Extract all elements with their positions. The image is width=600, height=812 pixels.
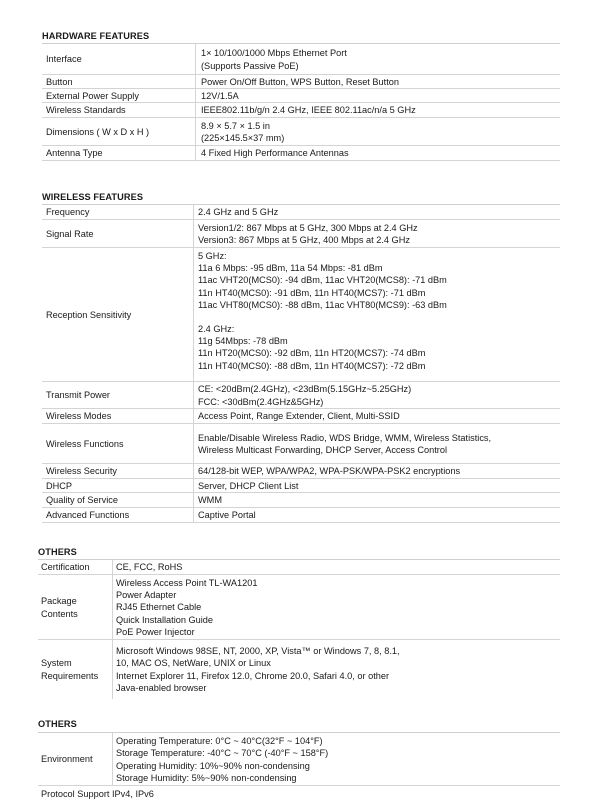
spec-label: Transmit Power xyxy=(46,390,110,401)
spec-value: 1× 10/100/1000 Mbps Ethernet Port (Supports Passive PoE) xyxy=(201,48,347,71)
spec-label: Quality of Service xyxy=(46,495,118,506)
spec-label: External Power Supply xyxy=(46,90,139,101)
spec-row-reception-sensitivity xyxy=(42,248,560,382)
spec-label: Dimensions ( W x D x H ) xyxy=(46,126,150,137)
spec-row-quality-of-service xyxy=(42,493,560,508)
protocol-support-text: Protocol Support IPv4, IPv6 xyxy=(41,789,154,799)
spec-row-system-requirements xyxy=(38,640,560,699)
spec-row-advanced-functions xyxy=(42,508,560,523)
spec-label: Wireless Security xyxy=(46,466,117,477)
spec-row-wireless-modes xyxy=(42,409,560,424)
others-section xyxy=(38,546,560,700)
spec-value: Microsoft Windows 98SE, NT, 2000, XP, Vista™ or Windows 7, 8, 8.1, 10, MAC OS, NetWare, UNIX or Linux Internet Explorer 11, Firefox 12.0, Chrome 20.0, Safari 4.0, or other Java-enabled browser xyxy=(116,646,400,693)
spec-value: Enable/Disable Wireless Radio, WDS Bridge, WMM, Wireless Statistics, Wireless Multicast Forwarding, DHCP Server, Access Control xyxy=(198,432,492,455)
spec-row-wireless-security xyxy=(42,464,560,479)
wireless-features-section xyxy=(42,191,560,526)
spec-row-button xyxy=(42,75,560,89)
spec-label: Antenna Type xyxy=(46,148,103,159)
spec-row-protocol-support xyxy=(38,786,560,802)
spec-row-antenna-type xyxy=(42,146,560,161)
spec-label: Advanced Functions xyxy=(46,510,130,521)
spec-row-wireless-functions xyxy=(42,424,560,464)
spec-label: DHCP xyxy=(46,480,73,491)
spec-row-external-power-supply xyxy=(42,89,560,103)
spec-label: Wireless Modes xyxy=(46,411,112,422)
spec-label: Button xyxy=(46,76,73,87)
spec-value: IEEE802.11b/g/n 2.4 GHz, IEEE 802.11ac/n/a 5 GHz xyxy=(201,105,416,116)
spec-label: Certification xyxy=(41,562,90,573)
wireless-features-title: WIRELESS FEATURES xyxy=(42,192,144,202)
others-title-2: OTHERS xyxy=(38,719,77,729)
spec-label: Signal Rate xyxy=(46,228,94,239)
spec-value: 12V/1.5A xyxy=(201,90,239,101)
spec-value: 4 Fixed High Performance Antennas xyxy=(201,148,349,159)
spec-label: Wireless Standards xyxy=(46,105,126,116)
spec-value: Access Point, Range Extender, Client, Multi-SSID xyxy=(198,411,400,422)
spec-value: Server, DHCP Client List xyxy=(198,480,299,491)
spec-row-dimensions xyxy=(42,118,560,146)
spec-row-interface xyxy=(42,44,560,75)
spec-row-dhcp xyxy=(42,479,560,493)
hardware-features-section xyxy=(42,30,560,170)
spec-value: 8.9 × 5.7 × 1.5 in (225×145.5×37 mm) xyxy=(201,120,285,143)
spec-row-wireless-standards xyxy=(42,103,560,118)
others-title: OTHERS xyxy=(38,547,77,557)
spec-label: Reception Sensitivity xyxy=(46,309,132,320)
spec-row-frequency xyxy=(42,205,560,220)
spec-row-package-contents xyxy=(38,575,560,640)
spec-row-environment xyxy=(38,733,560,786)
spec-label: Environment xyxy=(41,754,93,765)
spec-value: WMM xyxy=(198,495,222,506)
spec-label: System Requirements xyxy=(41,658,99,681)
spec-value: 5 GHz: 11a 6 Mbps: -95 dBm, 11a 54 Mbps: -81 dBm 11ac VHT20(MCS0): -94 dBm, 11ac VHT20(MCS8): -71 dBm 11n HT40(MCS0): -91 dBm, 11n HT40(MCS7): -71 dBm 11ac VHT80(MCS0): -88 dBm, 11ac VHT80(MCS9): -63 dBm 2.4 GHz: 11g 54Mbps: -78 dBm 11n HT20(MCS0): -92 dBm, 11n HT20(MCS7): -74 dBm 11n HT40(MCS0): -88 dBm, 11n HT40(MCS7): -72 dBm xyxy=(198,251,447,371)
spec-label: Wireless Functions xyxy=(46,438,124,449)
spec-row-transmit-power xyxy=(42,382,560,409)
hardware-features-title: HARDWARE FEATURES xyxy=(42,31,150,41)
spec-row-certification xyxy=(38,560,560,575)
spec-value: Wireless Access Point TL-WA1201 Power Adapter RJ45 Ethernet Cable Quick Installation Guide PoE Power Injector xyxy=(116,577,258,637)
others-section-2 xyxy=(38,718,560,804)
spec-value: Operating Temperature: 0°C ~ 40°C(32°F ~ 104°F) Storage Temperature: -40°C ~ 70°C (-40°F ~ 158°F) Operating Humidity: 10%~90% non-condensing Storage Humidity: 5%~90% non-condensing xyxy=(116,736,329,783)
spec-label: Frequency xyxy=(46,207,90,218)
spec-label: Package Contents xyxy=(41,596,78,619)
spec-value: CE, FCC, RoHS xyxy=(116,562,183,573)
spec-value: 2.4 GHz and 5 GHz xyxy=(198,207,279,218)
spec-row-signal-rate xyxy=(42,220,560,248)
spec-value: Version1/2: 867 Mbps at 5 GHz, 300 Mbps at 2.4 GHz Version3: 867 Mbps at 5 GHz, 400 Mbps at 2.4 GHz xyxy=(198,222,418,245)
spec-label: Interface xyxy=(46,54,82,65)
spec-value: CE: <20dBm(2.4GHz), <23dBm(5.15GHz~5.25GHz) FCC: <30dBm(2.4GHz&5GHz) xyxy=(198,384,412,407)
spec-value: Captive Portal xyxy=(198,510,256,521)
spec-value: Power On/Off Button, WPS Button, Reset Button xyxy=(201,76,399,87)
spec-value: 64/128-bit WEP, WPA/WPA2, WPA-PSK/WPA-PSK2 encryptions xyxy=(198,466,461,477)
